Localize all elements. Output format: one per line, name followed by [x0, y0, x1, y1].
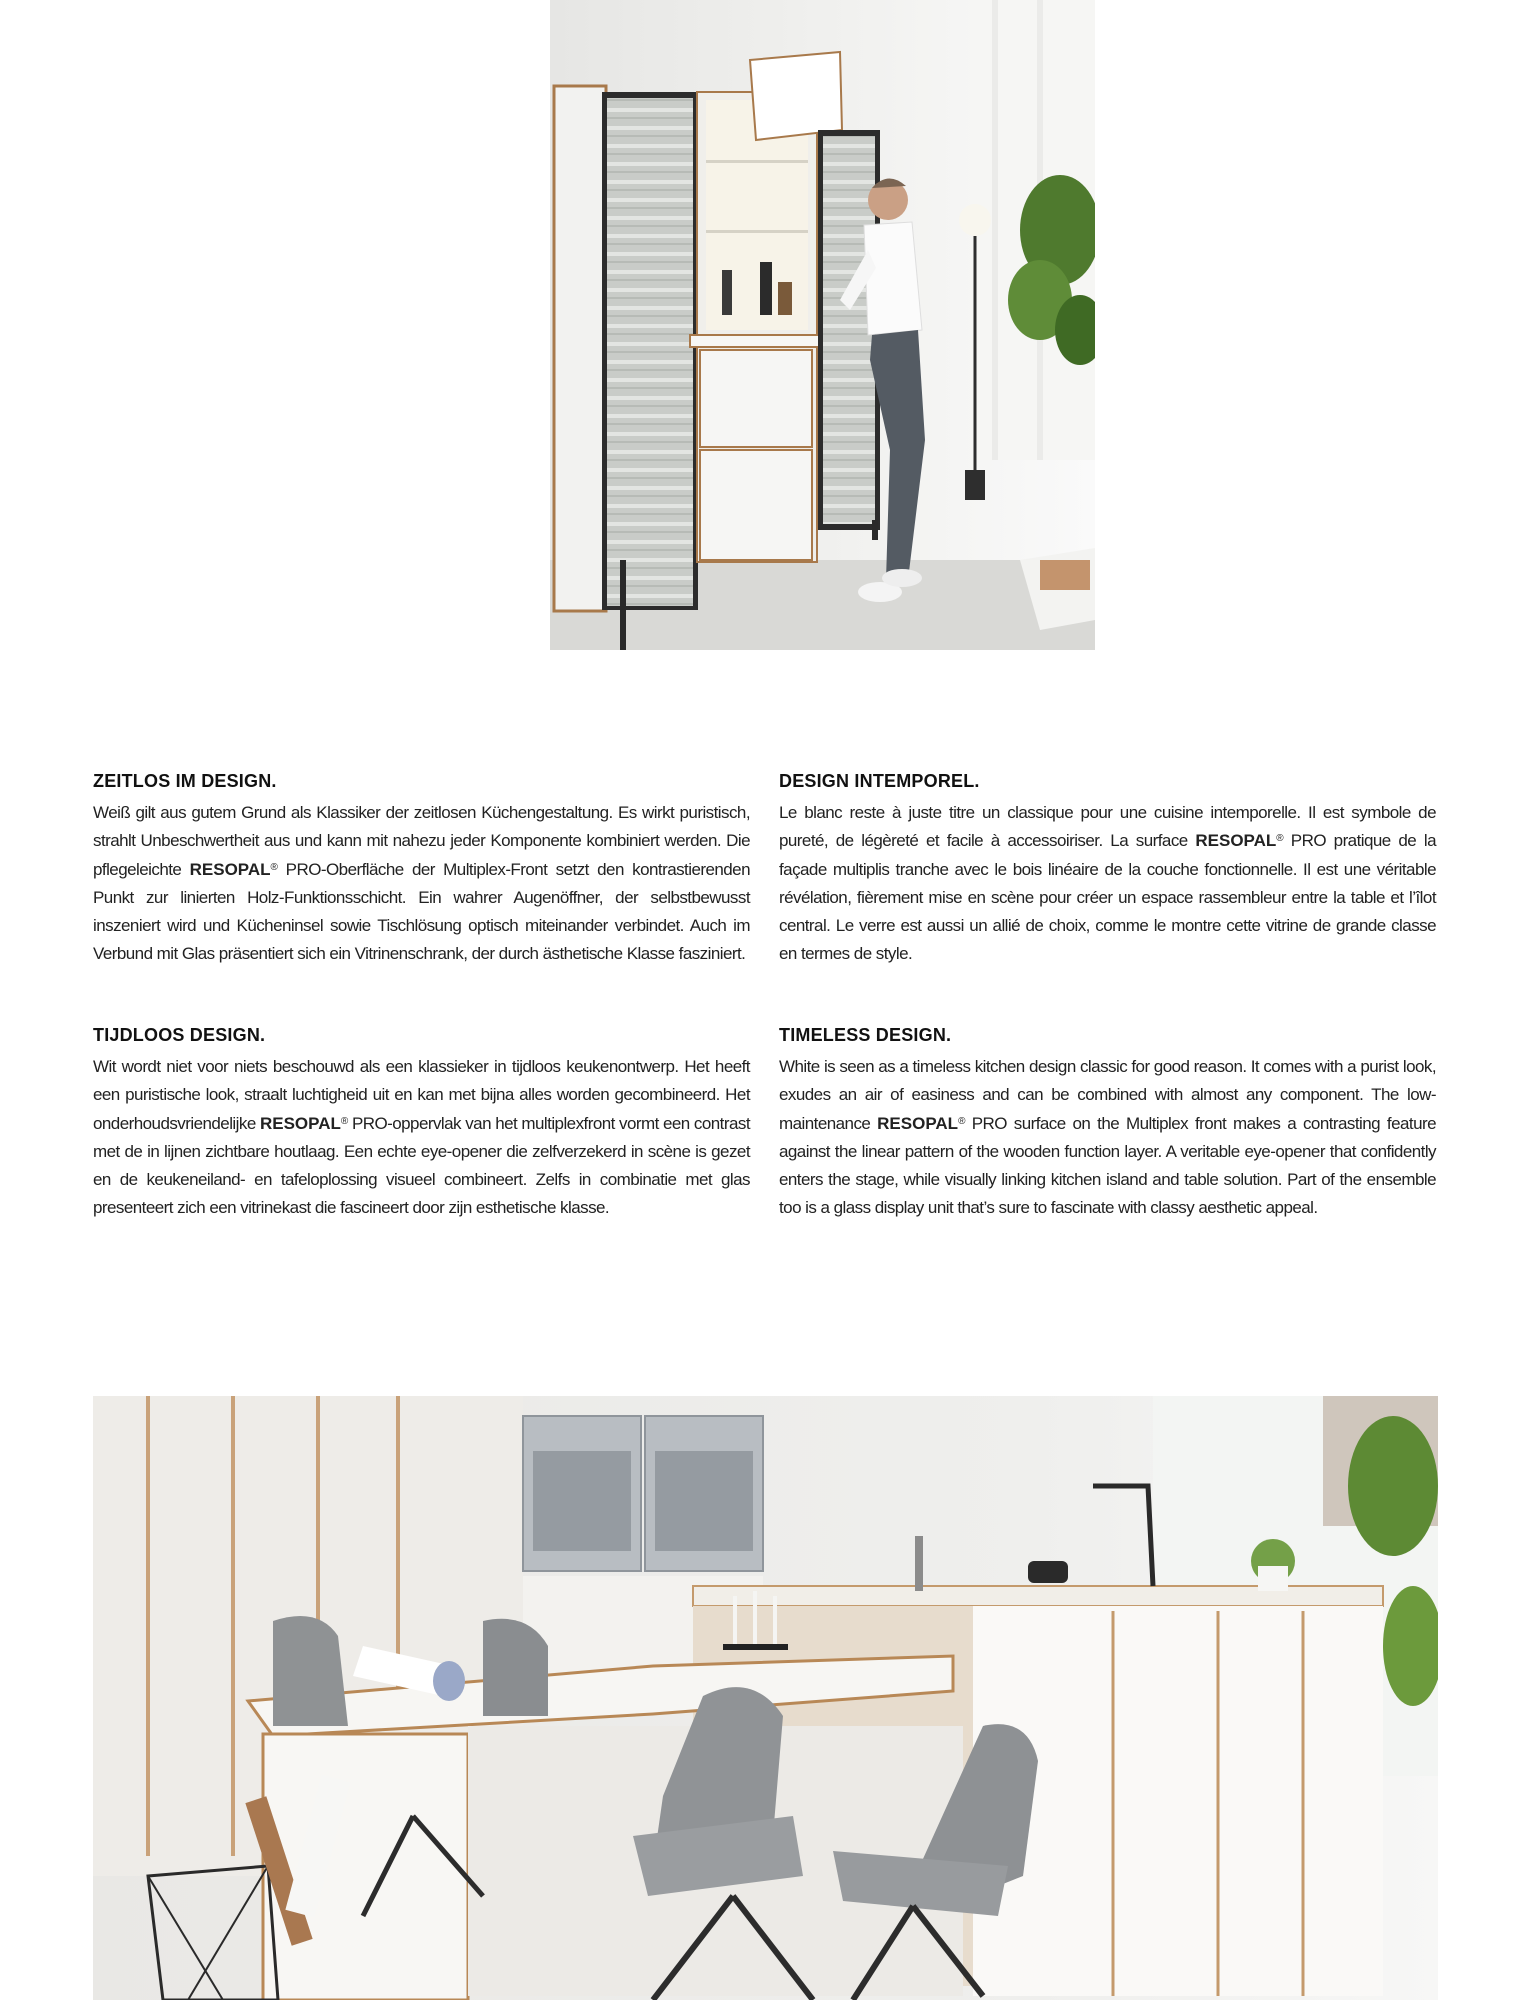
brand-name: RESOPAL — [1195, 831, 1277, 851]
section-dutch — [93, 1021, 750, 1223]
body-text: PRO pratique de la façade multiplis tranche avec le bois linéaire de la couche fonctionnelle. Il est une véritable révélation, fièrement mise en scène pour créer un espace rassembleur entre la table et l’îlot central. Le verre est aussi un allié de choix, comme le montre cette vitrine de grande classe en termes de style. — [779, 831, 1436, 964]
section-heading: TIJDLOOS DESIGN. — [93, 1025, 266, 1045]
body-text: PRO-Oberfläche der Multiplex-Front setzt den kontrastierenden Punkt zur linierten Holz-Funktionsschicht. Ein wahrer Augenöffner, der selbstbewusst inszeniert wird und Kücheninsel sowie Tischlösung optisch miteinander verbindet. Auch im Verbund mit Glas präsentiert sich ein Vitrinenschrank, der durch ästhetische Klasse fasziniert. — [93, 859, 750, 964]
body-text: PRO surface on the Multiplex front makes a contrasting feature against the linear pattern of the wooden function layer. A veritable eye-opener that confidently enters the stage, while visually linking kitchen island and table solution. Part of the ensemble too is a glass display unit that’s sure to fascinate with classy aesthetic appeal. — [779, 1113, 1436, 1218]
section-body — [779, 1053, 1436, 1223]
registered-mark: ® — [340, 1115, 348, 1127]
registered-mark: ® — [1276, 833, 1284, 845]
brand-name: RESOPAL — [259, 1113, 341, 1133]
kitchen-island-photo — [93, 1396, 1438, 2000]
section-heading: ZEITLOS IM DESIGN. — [93, 771, 277, 791]
section-french — [779, 767, 1436, 969]
section-body — [779, 799, 1436, 969]
body-text: Le blanc reste à juste titre un classique pour une cuisine intemporelle. Il est symbole de pureté, de légèreté et facile à accessoiriser. La surface — [779, 803, 1436, 851]
section-body — [93, 799, 750, 969]
section-body — [93, 1053, 750, 1223]
brand-name: RESOPAL — [189, 859, 271, 879]
body-text: PRO-oppervlak van het multiplexfront vormt een contrast met de in lijnen zichtbare houtlaag. Een echte eye-opener die zelfverzekerd in scène is gezet en de keukeneiland- en tafeloplossing visueel combineert. Zelfs in combinatie met glas presenteert zich een vitrinekast die fascineert door zijn esthetische klasse. — [93, 1113, 750, 1218]
registered-mark: ® — [958, 1115, 965, 1127]
cabinet-photo — [550, 0, 1095, 650]
section-english — [779, 1021, 1436, 1223]
brand-name: RESOPAL — [877, 1113, 959, 1133]
section-heading: DESIGN INTEMPOREL. — [779, 771, 980, 791]
section-heading: TIMELESS DESIGN. — [779, 1025, 952, 1045]
body-text: Weiß gilt aus gutem Grund als Klassiker der zeitlosen Küchengestaltung. Es wirkt puristisch, strahlt Unbeschwertheit aus und kann mit nahezu jeder Komponente kombiniert werden. Die pflegeleichte — [93, 803, 750, 879]
registered-mark: ® — [270, 861, 278, 873]
section-german — [93, 767, 750, 969]
body-text: Wit wordt niet voor niets beschouwd als een klassieker in tijdloos keukenontwerp. Het heeft een puristische look, straalt luchtigheid uit en kan met bijna alles worden gecombineerd. Het onderhoudsvriendelijke — [93, 1057, 750, 1133]
body-text: White is seen as a timeless kitchen design classic for good reason. It comes with a purist look, exudes an air of easiness and can be combined with almost any component. The low-maintenance — [779, 1057, 1436, 1133]
